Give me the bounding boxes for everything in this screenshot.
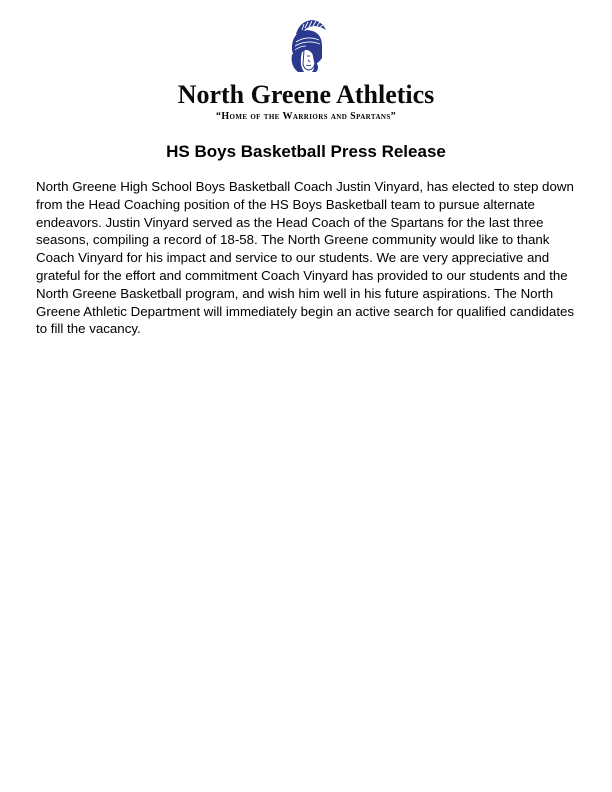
spartan-warrior-helmet-icon [282, 18, 332, 74]
press-release-title: HS Boys Basketball Press Release [166, 142, 446, 161]
press-release-body: North Greene High School Boys Basketball Coach Justin Vinyard, has elected to step down from the Head Coaching position of the HS Boys Basketball team to pursue alternate endeavors. Justin Vinyard served as the Head Coach of the Spartans for the last three seasons, compiling a record of 18-58. The North Greene community would like to thank Coach Vinyard for his impact and service to our students. We are very appreciative and grateful for the effort and commitment Coach Vinyard has provided to our students and the North Greene Basketball program, and wish him well in his future aspirations. The North Greene Athletic Department will immediately begin an active search for qualified candidates to fill the vacancy. [36, 179, 575, 337]
organization-name: North Greene Athletics [177, 80, 435, 109]
organization-tagline: “Home of the Warriors and Spartans” [215, 111, 397, 122]
